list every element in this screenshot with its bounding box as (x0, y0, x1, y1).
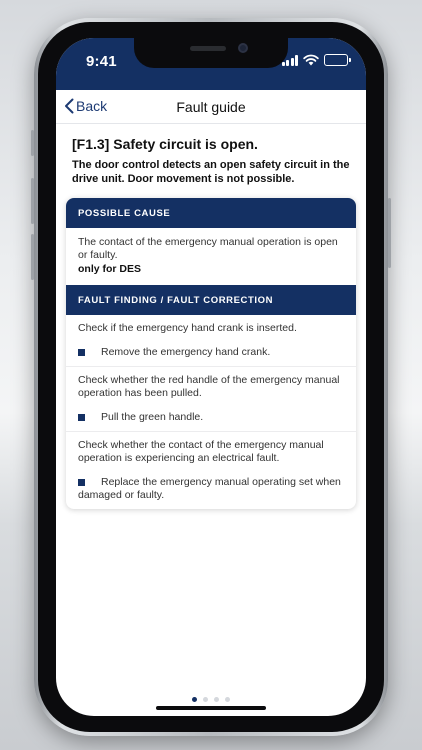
possible-cause-text: The contact of the emergency manual operation is open or faulty. (78, 236, 338, 261)
side-button-power (388, 198, 391, 268)
fault-content (56, 124, 366, 509)
fault-title: [F1.3] Safety circuit is open. (72, 136, 258, 152)
page-dot[interactable] (192, 697, 197, 702)
side-button-volume-down (31, 234, 34, 280)
check-text: Check whether the red handle of the emergency manual operation has been pulled. (78, 374, 340, 399)
square-bullet-icon (78, 479, 85, 486)
cellular-signal-icon (282, 55, 299, 66)
page-dot[interactable] (203, 697, 208, 702)
action-item (78, 346, 344, 359)
status-icons (282, 54, 349, 66)
nav-bar (56, 90, 366, 124)
status-bar (56, 38, 366, 90)
check-text: Check if the emergency hand crank is inserted. (78, 322, 297, 334)
action-text: Pull the green handle. (101, 411, 204, 423)
page-indicator[interactable] (56, 697, 366, 702)
possible-cause-header: POSSIBLE CAUSE (66, 198, 356, 228)
possible-cause-body (66, 228, 356, 285)
phone-frame (34, 18, 388, 736)
notch (134, 38, 288, 68)
fault-card (66, 198, 356, 509)
action-item (78, 476, 344, 502)
front-camera (238, 43, 248, 53)
square-bullet-icon (78, 349, 85, 356)
page-title: Fault guide (176, 99, 246, 115)
check-step (66, 315, 356, 367)
fault-finding-header: FAULT FINDING / FAULT CORRECTION (66, 285, 356, 315)
status-time: 9:41 (86, 53, 117, 70)
battery-icon (324, 54, 348, 66)
back-label: Back (76, 98, 108, 114)
action-text: Remove the emergency hand crank. (101, 346, 271, 358)
check-step (66, 367, 356, 432)
wifi-icon (303, 54, 319, 66)
action-text: Replace the emergency manual operating set when damaged or faulty. (78, 476, 341, 501)
square-bullet-icon (78, 414, 85, 421)
speaker-grille (190, 46, 226, 51)
side-button-volume-up (31, 178, 34, 224)
phone-screen (56, 38, 366, 716)
page-dot[interactable] (225, 697, 230, 702)
fault-description: The door control detects an open safety circuit in the drive unit. Door movement is not possible. (72, 159, 350, 185)
action-item (78, 411, 344, 424)
home-indicator[interactable] (156, 706, 266, 710)
possible-cause-note: only for DES (78, 263, 142, 275)
check-step (66, 432, 356, 509)
page-dot[interactable] (214, 697, 219, 702)
check-text: Check whether the contact of the emergency manual operation is experiencing an electrical fault. (78, 439, 324, 464)
side-button-silent (31, 130, 34, 156)
